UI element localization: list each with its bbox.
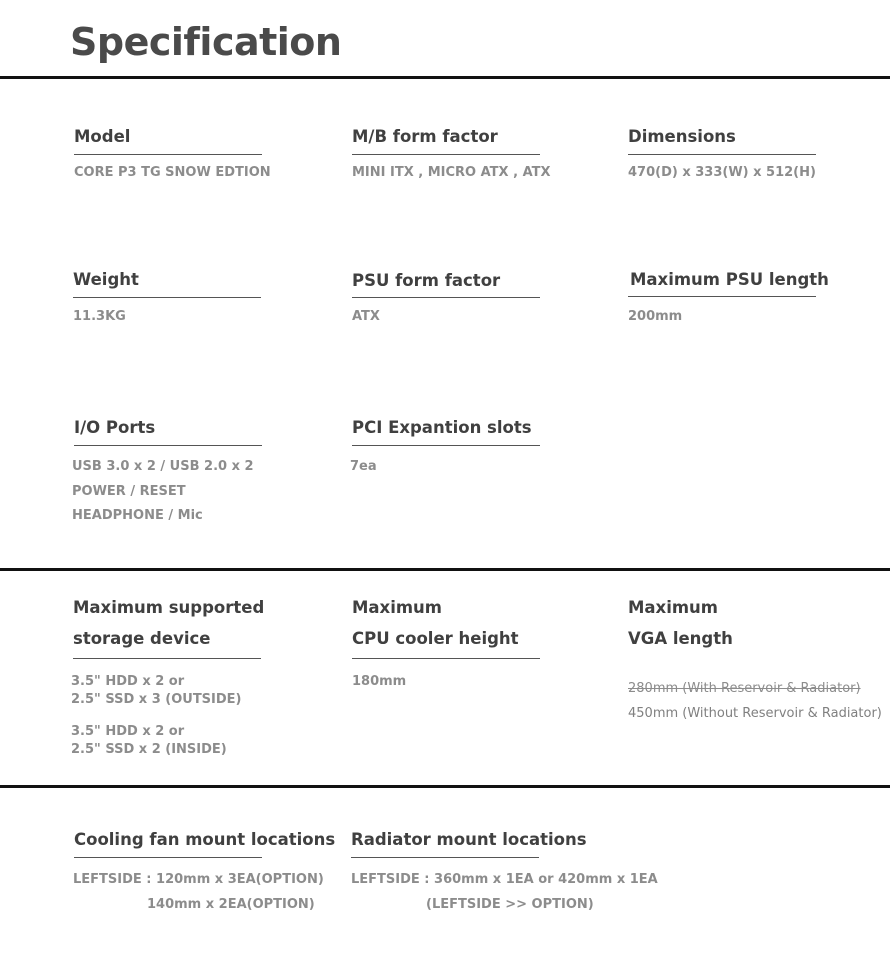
spec-label: Cooling fan mount locations: [74, 830, 336, 849]
spec-label: M/B form factor: [352, 127, 498, 146]
spec-label: Dimensions: [628, 127, 736, 146]
spec-weight: [73, 270, 373, 326]
spec-max-storage: [73, 592, 373, 759]
spec-value: POWER / RESET: [72, 483, 186, 499]
spec-value: MINI ITX , MICRO ATX , ATX: [352, 165, 551, 180]
spec-value: 450mm (Without Reservoir & Radiator): [628, 706, 882, 721]
spec-value-list: [72, 455, 374, 529]
spec-value-list: [73, 868, 374, 917]
spec-label: PCI Expantion slots: [352, 418, 532, 437]
spec-value: 2.5" SSD x 2 (INSIDE): [71, 742, 227, 757]
spec-max-psu-length: [630, 270, 890, 326]
section-divider: [0, 568, 890, 571]
spec-value: 470(D) x 333(W) x 512(H): [628, 165, 816, 180]
spec-value: (LEFTSIDE >> OPTION): [426, 896, 594, 912]
spec-rule: [73, 658, 261, 659]
spec-model: [74, 127, 374, 182]
spec-value: 3.5" HDD x 2 or: [71, 724, 185, 739]
spec-rule: [628, 154, 816, 155]
spec-mb-form-factor: [352, 127, 652, 182]
spec-rule: [74, 857, 262, 858]
spec-value: LEFTSIDE : 360mm x 1EA or 420mm x 1EA: [351, 872, 658, 887]
spec-label: PSU form factor: [352, 271, 501, 290]
spec-value: USB 3.0 x 2 / USB 2.0 x 2: [72, 459, 254, 474]
spec-label-line: Maximum: [628, 598, 718, 617]
spec-value: 180mm: [352, 674, 407, 689]
spec-rule: [352, 297, 540, 298]
spec-radiator: [351, 830, 658, 917]
spec-cooling-fan: [74, 830, 374, 917]
spec-value-list: [351, 868, 658, 917]
spec-value-list: [71, 673, 373, 759]
spec-value: 140mm x 2EA(OPTION): [147, 896, 315, 912]
spec-max-vga: [628, 592, 890, 726]
spec-value: LEFTSIDE : 120mm x 3EA(OPTION): [73, 872, 324, 887]
spec-value: ATX: [352, 309, 380, 324]
spec-label-line: storage device: [73, 629, 211, 648]
spec-rule: [73, 297, 261, 298]
page-title: Specification: [70, 20, 342, 64]
spec-io-ports: [74, 418, 374, 529]
spec-rule: [352, 658, 540, 659]
spec-label: Model: [74, 127, 131, 146]
spec-label: Weight: [73, 270, 139, 289]
spec-rule: [351, 857, 539, 858]
spec-label-line: Maximum: [352, 598, 442, 617]
section-divider: [0, 76, 890, 79]
spec-label: Maximum PSU length: [630, 270, 829, 289]
spec-psu-form-factor: [352, 271, 652, 326]
spec-value: 7ea: [350, 459, 377, 474]
spec-value-list: [628, 676, 890, 726]
spec-label-line: CPU cooler height: [352, 629, 519, 648]
spec-rule: [74, 154, 262, 155]
spec-value: 200mm: [628, 309, 683, 324]
spec-label: I/O Ports: [74, 418, 156, 437]
spec-rule: [352, 445, 540, 446]
spec-value: 11.3KG: [73, 309, 126, 324]
spec-pci-slots: [352, 418, 652, 476]
spec-label-line: VGA length: [628, 629, 733, 648]
spec-max-cpu-cooler: [352, 592, 652, 691]
spec-label: [352, 592, 652, 654]
spec-label: [628, 592, 890, 654]
spec-label-line: Maximum supported: [73, 598, 265, 617]
spec-value: CORE P3 TG SNOW EDTION: [74, 165, 271, 180]
spec-value: HEADPHONE / Mic: [72, 508, 203, 523]
spec-rule: [74, 445, 262, 446]
spec-rule: [628, 296, 816, 297]
spec-label: [73, 592, 373, 654]
spec-value-struck: 280mm (With Reservoir & Radiator): [628, 681, 861, 696]
spec-value: 2.5" SSD x 3 (OUTSIDE): [71, 692, 242, 707]
spec-rule: [352, 154, 540, 155]
section-divider: [0, 785, 890, 788]
spec-label: Radiator mount locations: [351, 830, 587, 849]
spec-dimensions: [628, 127, 890, 182]
spec-value: 3.5" HDD x 2 or: [71, 674, 185, 689]
